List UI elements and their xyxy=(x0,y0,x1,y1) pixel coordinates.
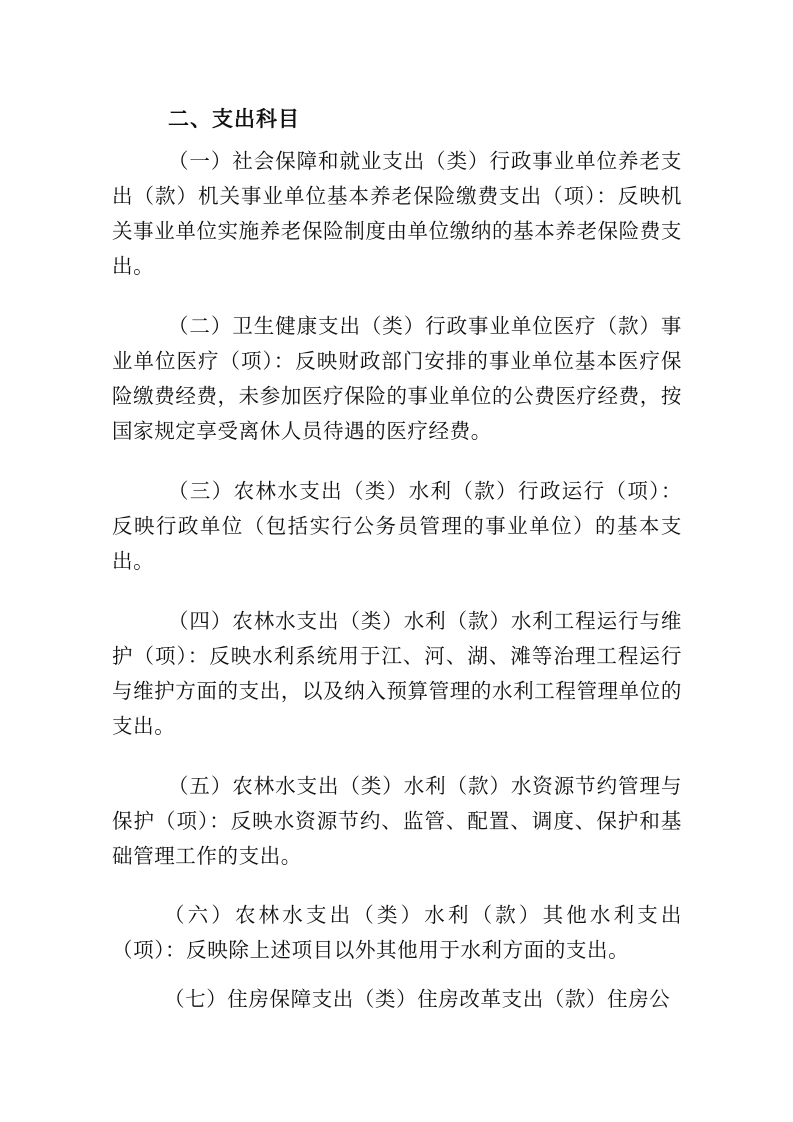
paragraph-6: （六）农林水支出（类）水利（款）其他水利支出（项）：反映除上述项目以外其他用于水利方面的支出。 xyxy=(112,903,682,962)
paragraph-2: （二）卫生健康支出（类）行政事业单位医疗（款）事业单位医疗（项）：反映财政部门安排的事业单位基本医疗保险缴费经费，未参加医疗保险的事业单位的公费医疗经费，按国家规定享受离休人员待遇的医疗经费。 xyxy=(112,314,682,443)
section-heading: 二、支出科目 xyxy=(168,107,300,131)
paragraph-4: （四）农林水支出（类）水利（款）水利工程运行与维护（项）：反映水利系统用于江、河、湖、滩等治理工程运行与维护方面的支出，以及纳入预算管理的水利工程管理单位的支出。 xyxy=(112,609,682,738)
paragraph-3: （三）农林水支出（类）水利（款）行政运行（项）：反映行政单位（包括实行公务员管理的事业单位）的基本支出。 xyxy=(112,479,682,573)
paragraph-1: （一）社会保障和就业支出（类）行政事业单位养老支出（款）机关事业单位基本养老保险缴费支出（项）：反映机关事业单位实施养老保险制度由单位缴纳的基本养老保险费支出。 xyxy=(112,149,682,278)
paragraph-5: （五）农林水支出（类）水利（款）水资源节约管理与保护（项）：反映水资源节约、监管、配置、调度、保护和基础管理工作的支出。 xyxy=(112,774,682,868)
paragraph-7: （七）住房保障支出（类）住房改革支出（款）住房公 xyxy=(164,987,671,1011)
